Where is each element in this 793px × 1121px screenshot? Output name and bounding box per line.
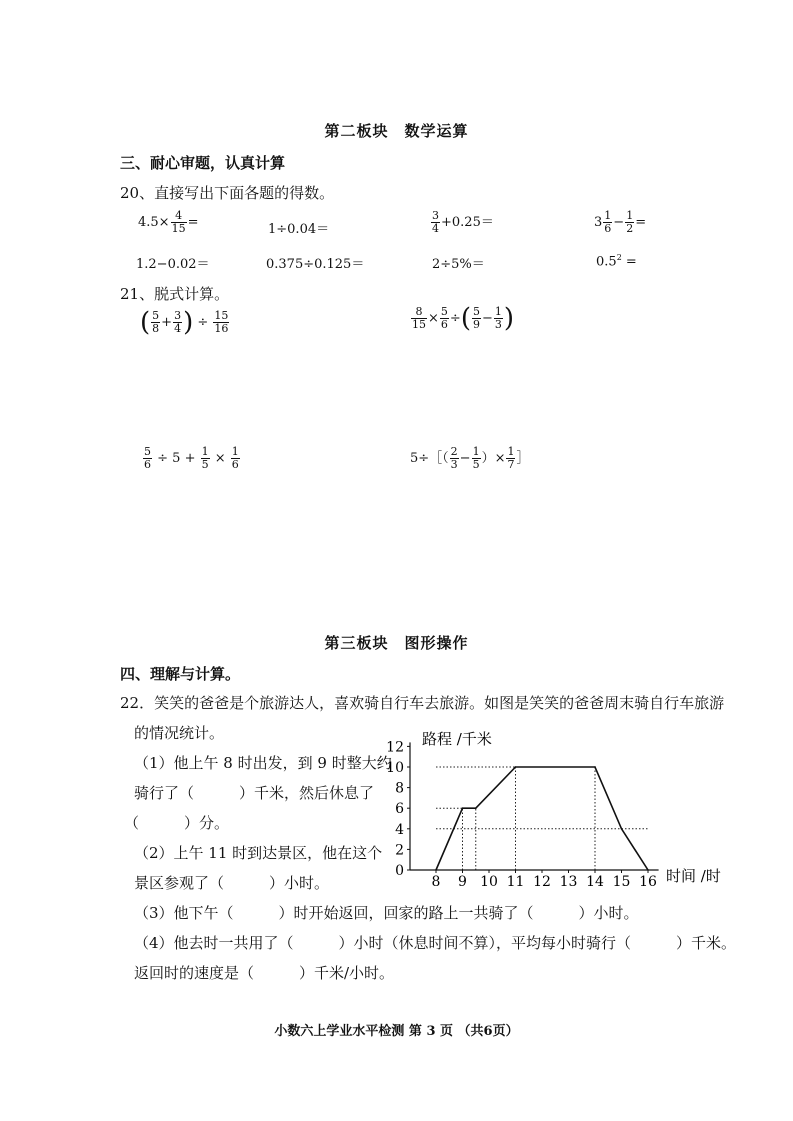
x-tick-label: 13 — [559, 874, 578, 890]
series-point — [621, 828, 623, 830]
page-footer: 小数六上学业水平检测 第 3 页 （共6页） — [274, 1024, 519, 1039]
q22-sub3: （3）他下午（ ）时开始返回，回家的路上一共骑了（ ）小时。 — [134, 904, 639, 922]
series-line — [436, 767, 648, 870]
part3-heading: 三、耐心审题，认真计算 — [120, 154, 286, 172]
chart-ticks — [386, 739, 657, 890]
part4-heading: 四、理解与计算。 — [120, 665, 241, 683]
series-point — [515, 766, 517, 768]
y-tick-label: 0 — [395, 863, 404, 879]
chart-xlabel: 时间 /时 — [666, 867, 721, 885]
q20-item-g: 2÷5%＝ — [432, 257, 485, 272]
y-tick-label: 4 — [395, 821, 404, 838]
y-tick-label: 2 — [395, 842, 404, 859]
q21-prompt: 21、脱式计算。 — [120, 285, 230, 303]
q20-item-f: 0.375÷0.125＝ — [266, 257, 365, 272]
q22-sub4-line1: （4）他去时一共用了（ ）小时（休息时间不算），平均每小时骑行（ ）千米。 — [134, 934, 737, 952]
x-tick-label: 9 — [458, 874, 467, 890]
chart-axes — [410, 742, 659, 870]
q22-sub2-line2: 景区参观了（ ）小时。 — [134, 874, 330, 892]
x-tick-label: 12 — [533, 874, 551, 890]
q22-sub1-line1: （1）他上午 8 时出发，到 9 时整大约 — [134, 754, 392, 772]
q20-item-b: 1÷0.04＝ — [268, 222, 330, 237]
q22-text-line1: 22．笑笑的爸爸是个旅游达人，喜欢骑自行车去旅游。如图是笑笑的爸爸周末骑自行车旅游 — [120, 694, 725, 712]
q22-sub2-line1: （2）上午 11 时到达景区，他在这个 — [134, 844, 383, 862]
chart-guides — [436, 767, 648, 870]
q22-sub1-line3: （ ）分。 — [124, 814, 230, 832]
q21-expr-1: ( $\frac{5}{8}$ + $\frac{3}{4}$ ) ÷ $\frac{15}{16}$ — [140, 307, 229, 338]
series-point — [462, 807, 464, 809]
y-tick-label: 12 — [386, 739, 404, 756]
y-tick-label: 10 — [386, 760, 404, 776]
chart-series — [435, 766, 649, 871]
x-tick-label: 10 — [480, 874, 498, 890]
y-tick-label: 8 — [395, 780, 404, 797]
q20-item-e: 1.2−0.02＝ — [136, 257, 210, 272]
x-tick-label: 11 — [506, 874, 525, 890]
q22-sub4-line2: 返回时的速度是（ ）千米/小时。 — [134, 964, 395, 982]
q20-item-d: 3 $\frac{1}{6}$ − $\frac{1}{2}$ = — [594, 209, 647, 235]
x-tick-label: 14 — [586, 874, 604, 890]
section2-title: 第二板块 数学运算 — [324, 122, 469, 140]
y-tick-label: 6 — [395, 801, 404, 818]
x-tick-label: 15 — [612, 874, 631, 890]
series-point — [475, 807, 477, 809]
series-point — [594, 766, 596, 768]
x-tick-label: 8 — [431, 874, 441, 890]
q21-expr-3: $\frac{5}{6}$ ÷ 5 + $\frac{1}{5}$ × $\frac{1}{6}$ — [144, 445, 239, 471]
x-tick-label: 16 — [639, 874, 657, 890]
section3-title: 第三板块 图形操作 — [324, 634, 469, 652]
q22-text-line2: 的情况统计。 — [134, 724, 225, 742]
q20-item-c: $\frac{3}{4}$ +0.25＝ — [432, 209, 494, 235]
chart-ylabel: 路程 /千米 — [422, 730, 492, 748]
q20-prompt: 20、直接写出下面各题的得数。 — [120, 184, 335, 202]
q21-expr-2: $\frac{8}{15}$ × $\frac{5}{6}$ ÷( $\frac{5}{9}$ − $\frac{1}{3}$ ) — [412, 303, 515, 334]
q20-item-a: 4.5× $\frac{4}{15}$ = — [138, 209, 199, 235]
q20-item-h: $0.5^2$ = — [596, 253, 637, 270]
q22-sub1-line2: 骑行了（ ）千米，然后休息了 — [134, 784, 375, 802]
distance-time-chart — [370, 722, 730, 892]
q21-expr-4: 5÷［（ $\frac{2}{3}$ − $\frac{1}{5}$ ）× $\frac{1}{7}$ ］ — [410, 445, 530, 471]
